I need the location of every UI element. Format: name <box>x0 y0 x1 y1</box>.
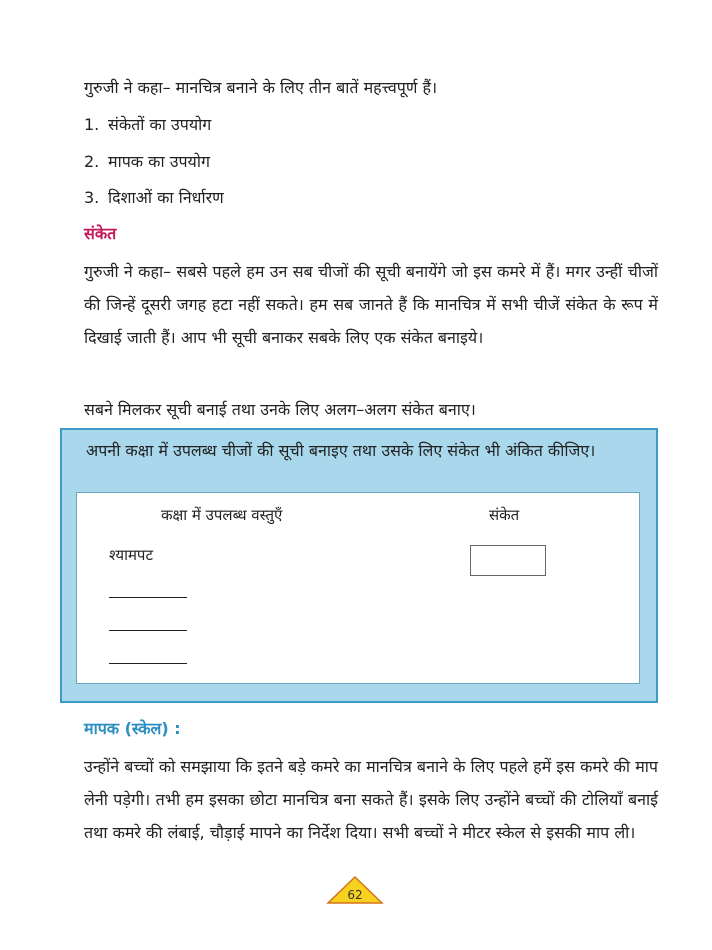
scale-paragraph: उन्होंने बच्चों को समझाया कि इतने बड़े कमरे का मानचित्र बनाने के लिए पहले हमें इस कमरे की माप लेनी पड़ेगी। तभी हम इसका छोटा मानचित्र बना सकते हैं। इसके लिए उन्होंने बच्चों की टोलियाँ बनाई तथा कमरे की लंबाई, चौड़ाई मापने का निर्देश दिया। सभी बच्चों ने मीटर स्केल से इसकी माप ली। <box>84 757 658 842</box>
column-header-items: कक्षा में उपलब्ध वस्तुएँ <box>161 506 283 524</box>
list-number: 2. <box>84 152 100 171</box>
list-text: संकेतों का उपयोग <box>108 115 212 134</box>
page-number: 62 <box>347 888 363 902</box>
list-text: मापक का उपयोग <box>108 152 210 171</box>
section-heading-symbols: संकेत <box>84 224 117 243</box>
activity-box <box>60 428 658 703</box>
list-item-1 <box>84 113 211 135</box>
blank-line[interactable] <box>109 663 187 664</box>
column-header-symbol: संकेत <box>489 506 520 524</box>
intro-line: गुरुजी ने कहा– मानचित्र बनाने के लिए तीन बातें महत्त्वपूर्ण हैं। <box>84 78 438 97</box>
activity-table <box>76 492 640 684</box>
symbols-summary: सबने मिलकर सूची बनाई तथा उनके लिए अलग–अलग संकेत बनाए। <box>84 400 476 419</box>
list-text: दिशाओं का निर्धारण <box>108 188 224 207</box>
blank-line[interactable] <box>109 597 187 598</box>
item-blackboard: श्यामपट <box>109 546 154 564</box>
list-number: 3. <box>84 188 100 207</box>
symbols-paragraph: गुरुजी ने कहा– सबसे पहले हम उन सब चीजों की सूची बनायेंगे जो इस कमरे में हैं। मगर उन्हीं चीजों की जिन्हें दूसरी जगह हटा नहीं सकते। हम सब जानते हैं कि मानचित्र में सभी चीजें संकेत के रूप में दिखाई जाती हैं। आप भी सूची बनाकर सबके लिए एक संकेत बनाइये। <box>84 262 658 347</box>
activity-instruction: अपनी कक्षा में उपलब्ध चीजों की सूची बनाइए तथा उसके लिए संकेत भी अंकित कीजिए। <box>86 441 596 460</box>
list-number: 1. <box>84 115 100 134</box>
list-item-3 <box>84 186 224 208</box>
symbol-input-box[interactable] <box>470 545 546 576</box>
blank-line[interactable] <box>109 630 187 631</box>
page-number-badge <box>326 875 384 905</box>
section-heading-scale: मापक (स्केल) : <box>84 719 181 738</box>
list-item-2 <box>84 150 210 172</box>
